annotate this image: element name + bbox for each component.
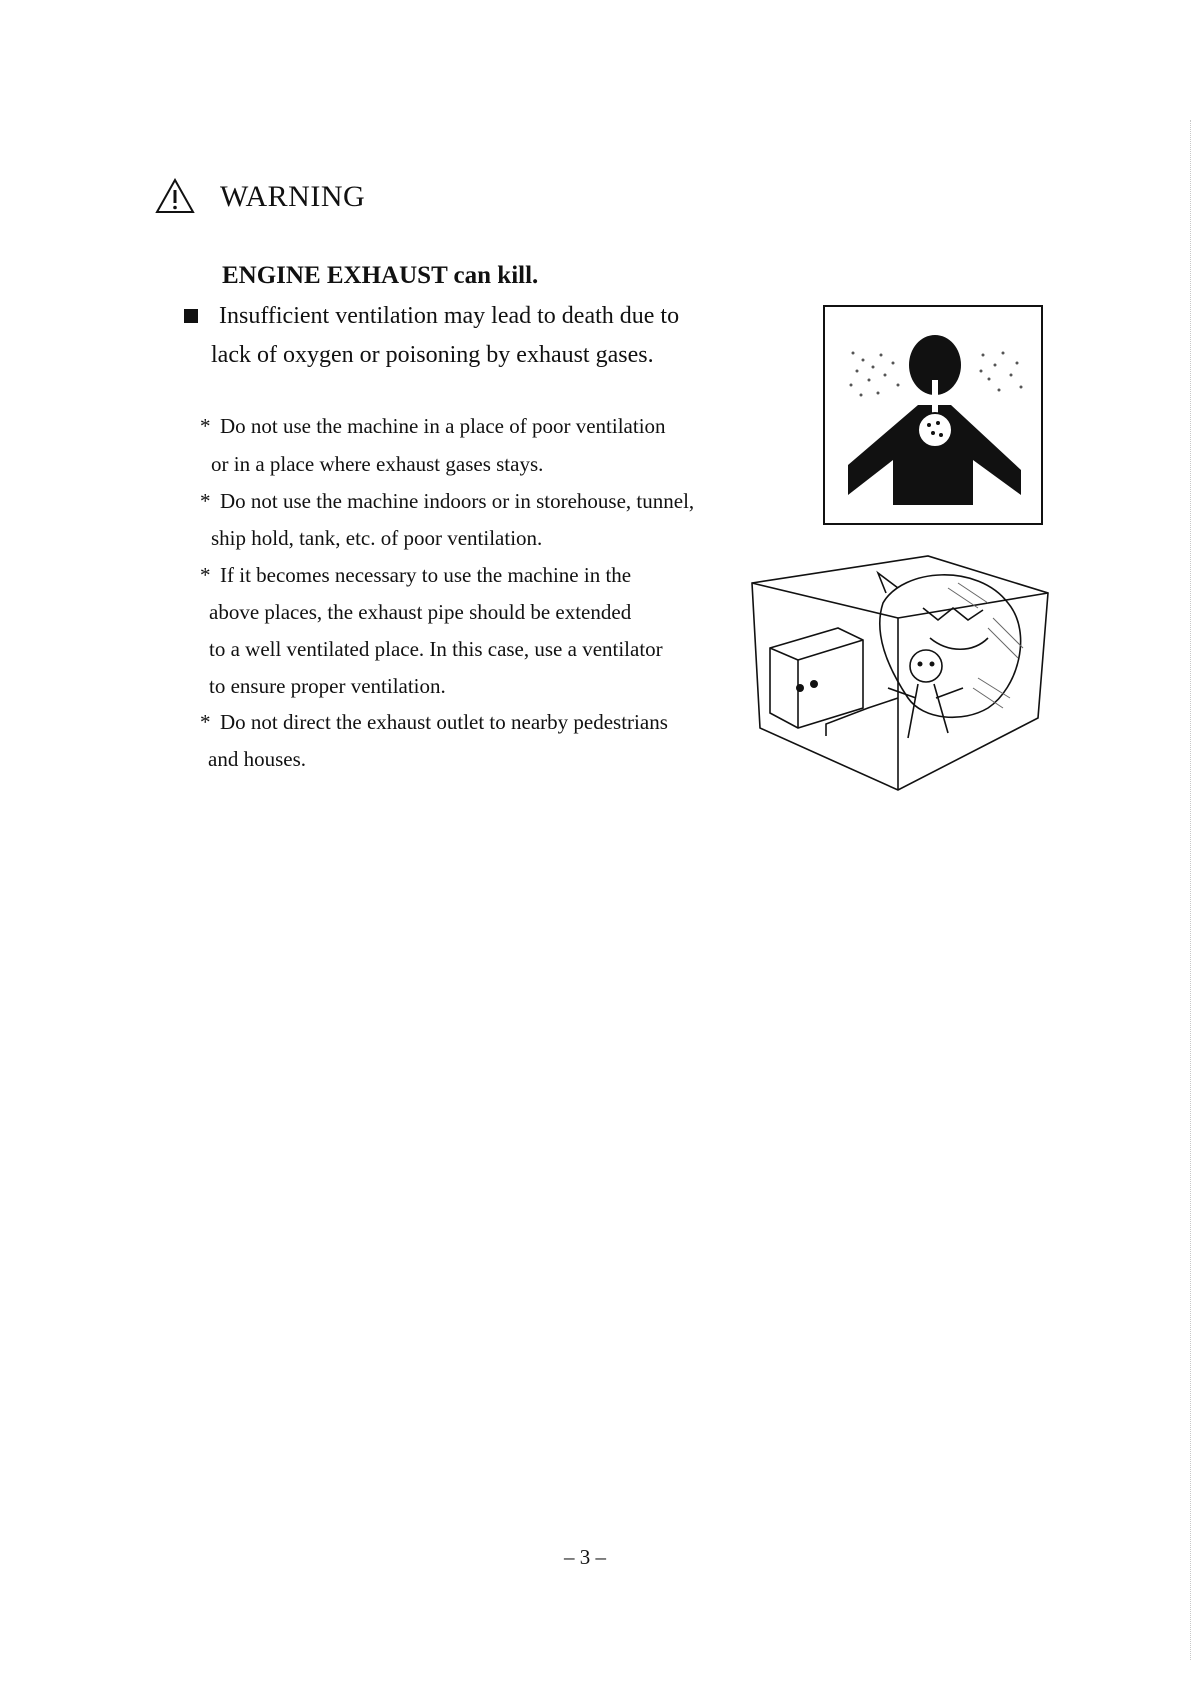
list-item-line: Do not direct the exhaust outlet to nearby pedestrians xyxy=(220,710,668,734)
exhaust-monster-cartoon xyxy=(748,548,1050,793)
asterisk-bullet: * xyxy=(200,563,211,587)
list-item-line: Do not use the machine in a place of poor ventilation xyxy=(220,414,666,438)
asterisk-bullet: * xyxy=(200,414,211,438)
warning-title: WARNING xyxy=(220,180,366,213)
scan-edge-line xyxy=(1190,120,1192,1660)
list-item xyxy=(200,489,694,514)
page-number: – 3 – xyxy=(564,1545,606,1569)
list-item-line: Do not use the machine indoors or in storehouse, tunnel, xyxy=(220,489,695,513)
list-item-line: to ensure proper ventilation. xyxy=(209,674,446,698)
list-item xyxy=(200,563,631,588)
list-item-line: and houses. xyxy=(208,747,306,771)
list-item-line: above places, the exhaust pipe should be extended xyxy=(209,600,632,624)
list-item-line: If it becomes necessary to use the machine in the xyxy=(220,563,632,587)
asterisk-bullet: * xyxy=(200,489,211,513)
list-item xyxy=(200,710,668,735)
main-point-line-1: Insufficient ventilation may lead to death due to xyxy=(219,303,680,329)
main-point-line-2: lack of oxygen or poisoning by exhaust gases. xyxy=(211,342,654,368)
square-bullet-icon xyxy=(184,309,198,323)
exhaust-gas-hazard-pictogram xyxy=(823,305,1043,525)
list-item xyxy=(200,414,666,439)
list-item-line: ship hold, tank, etc. of poor ventilation. xyxy=(211,526,543,550)
warning-triangle-icon xyxy=(155,178,195,214)
list-item-line: or in a place where exhaust gases stays. xyxy=(211,452,544,476)
hazard-headline: ENGINE EXHAUST can kill. xyxy=(222,262,539,289)
asterisk-bullet: * xyxy=(200,710,211,734)
list-item-line: to a well ventilated place. In this case, use a ventilator xyxy=(209,637,663,661)
